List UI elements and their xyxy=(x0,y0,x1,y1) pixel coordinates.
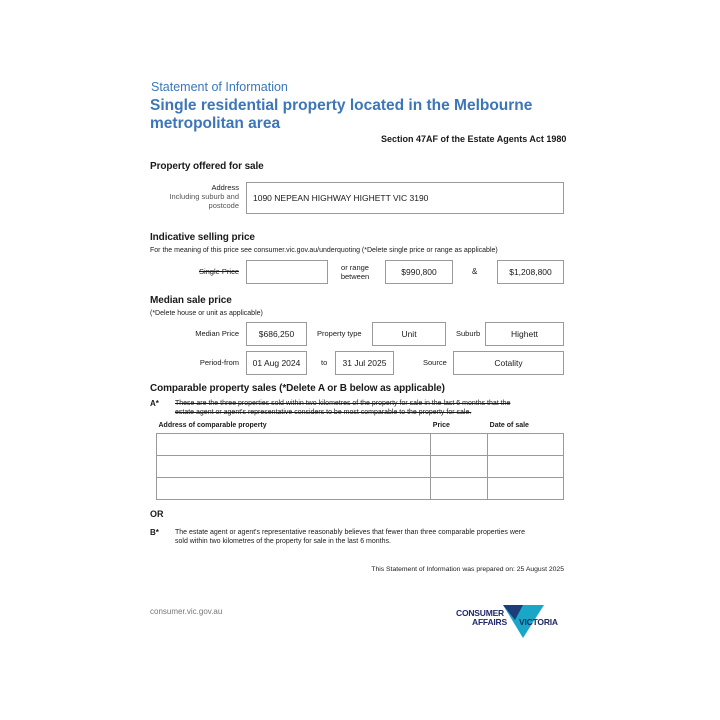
suburb-value: Highett xyxy=(511,329,538,339)
property-type-field xyxy=(372,322,446,346)
comparable-heading: Comparable property sales (*Delete A or B below as applicable) xyxy=(150,383,445,394)
table-cell xyxy=(431,433,488,455)
table-row xyxy=(157,455,564,477)
option-a-text-line-1: These are the three properties sold within two kilometres of the property for sale in the last 6 months that the xyxy=(175,400,511,407)
address-label-block xyxy=(150,183,239,210)
address-sublabel-2: postcode xyxy=(208,201,239,210)
address-sublabel-1: Including suburb and xyxy=(169,192,239,201)
document-title-line-1: Single residential property located in the Melbourne xyxy=(150,97,533,114)
address-label: Address xyxy=(211,183,239,192)
table-cell xyxy=(431,477,488,499)
period-from-value: 01 Aug 2024 xyxy=(252,358,301,368)
period-from-label: Period-from xyxy=(199,358,239,367)
period-to-label: to xyxy=(321,358,328,367)
range-low-value: $990,800 xyxy=(401,267,437,277)
option-a-marker: A* xyxy=(150,399,159,408)
table-cell xyxy=(157,433,431,455)
single-price-label: Single Price xyxy=(198,267,239,276)
document-kicker: Statement of Information xyxy=(151,80,288,94)
col-address-header: Address of comparable property xyxy=(158,422,267,430)
median-price-field xyxy=(246,322,307,346)
consumer-affairs-victoria-logo xyxy=(455,604,567,642)
or-label: OR xyxy=(150,509,164,519)
address-field xyxy=(246,182,564,214)
option-b-marker: B* xyxy=(150,528,159,537)
address-value: 1090 NEPEAN HIGHWAY HIGHETT VIC 3190 xyxy=(253,193,429,203)
option-b-text-line-2: sold within two kilometres of the property for sale in the last 6 months. xyxy=(175,538,391,545)
median-price-label: Median Price xyxy=(195,329,239,338)
property-type-label: Property type xyxy=(317,329,362,338)
source-value: Cotality xyxy=(494,358,523,368)
col-price-header: Price xyxy=(432,422,450,430)
act-reference: Section 47AF of the Estate Agents Act 1980 xyxy=(381,134,567,144)
range-low-field xyxy=(385,260,453,284)
source-field xyxy=(453,351,564,375)
comparable-sales-table xyxy=(156,421,564,500)
logo-line-victoria: VICTORIA xyxy=(519,617,558,627)
table-header-row xyxy=(157,421,564,433)
period-to-value: 31 Jul 2025 xyxy=(342,358,387,368)
table-cell xyxy=(157,477,431,499)
table-cell xyxy=(488,433,564,455)
logo-line-consumer: CONSUMER xyxy=(456,608,504,618)
table-row xyxy=(157,433,564,455)
range-high-value: $1,208,800 xyxy=(509,267,552,277)
option-b-text xyxy=(175,528,525,546)
table-row xyxy=(157,477,564,499)
table-cell xyxy=(431,455,488,477)
table-cell xyxy=(488,455,564,477)
median-heading: Median sale price xyxy=(150,295,232,306)
table-cell xyxy=(488,477,564,499)
table-cell xyxy=(157,455,431,477)
option-a-text-line-2: estate agent or agent's representative considers to be most comparable to the property for sale. xyxy=(175,409,472,416)
indicative-heading: Indicative selling price xyxy=(150,232,255,243)
footer-url[interactable]: consumer.vic.gov.au xyxy=(150,607,223,616)
option-b-text-line-1: The estate agent or agent's representative reasonably believes that fewer than three comparable properties were xyxy=(175,529,525,536)
range-label-1: or range xyxy=(341,263,369,272)
period-to-field xyxy=(335,351,394,375)
range-label xyxy=(330,263,380,281)
range-high-field xyxy=(497,260,564,284)
document-title xyxy=(150,97,532,133)
range-label-2: between xyxy=(340,272,370,281)
source-label: Source xyxy=(423,358,447,367)
median-note: (*Delete house or unit as applicable) xyxy=(150,310,263,317)
median-price-value: $686,250 xyxy=(258,329,295,339)
option-a-text xyxy=(175,399,510,417)
suburb-label: Suburb xyxy=(456,329,481,338)
logo-line-affairs: AFFAIRS xyxy=(472,617,507,627)
document-title-line-2: metropolitan area xyxy=(150,115,281,132)
period-from-field xyxy=(246,351,307,375)
single-price-field xyxy=(246,260,328,284)
prepared-date: This Statement of Information was prepared on: 25 August 2025 xyxy=(371,566,564,573)
col-date-header: Date of sale xyxy=(489,422,529,430)
indicative-note: For the meaning of this price see consumer.vic.gov.au/underquoting (*Delete single price or range as applicable) xyxy=(150,247,498,254)
property-type-value: Unit xyxy=(401,329,417,339)
suburb-field xyxy=(485,322,564,346)
range-ampersand: & xyxy=(472,267,478,276)
property-heading: Property offered for sale xyxy=(150,161,264,172)
